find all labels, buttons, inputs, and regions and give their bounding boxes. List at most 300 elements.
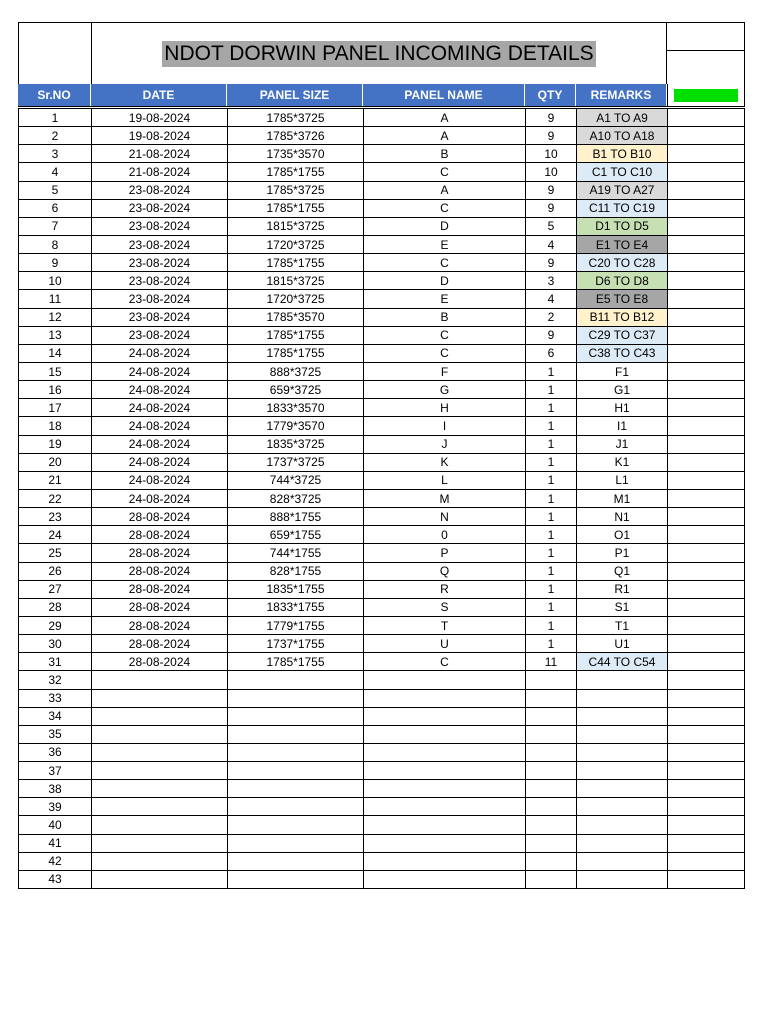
cell-panel-size[interactable]: [227, 816, 363, 834]
cell-panel-size[interactable]: 659*1755: [227, 526, 363, 544]
cell-sr-no[interactable]: 7: [18, 218, 91, 236]
cell-remarks[interactable]: A1 TO A9: [576, 109, 667, 127]
cell-remarks[interactable]: [576, 798, 667, 816]
cell-qty[interactable]: [525, 708, 576, 726]
cell-sr-no[interactable]: 29: [18, 617, 91, 635]
cell-panel-name[interactable]: D: [363, 218, 525, 236]
cell-sr-no[interactable]: 1: [18, 109, 91, 127]
cell-qty[interactable]: 1: [525, 563, 576, 581]
cell-sr-no[interactable]: 21: [18, 472, 91, 490]
cell-sr-no[interactable]: 33: [18, 690, 91, 708]
cell-panel-name[interactable]: [363, 690, 525, 708]
header-date[interactable]: DATE: [91, 84, 227, 106]
cell-sr-no[interactable]: 18: [18, 417, 91, 435]
cell-remarks[interactable]: R1: [576, 581, 667, 599]
cell-panel-name[interactable]: E: [363, 290, 525, 308]
cell-panel-name[interactable]: A: [363, 127, 525, 145]
cell-extra[interactable]: [667, 526, 745, 544]
cell-panel-size[interactable]: 1737*3725: [227, 454, 363, 472]
cell-panel-size[interactable]: 1785*1755: [227, 163, 363, 181]
cell-date[interactable]: [91, 690, 227, 708]
cell-extra[interactable]: [667, 798, 745, 816]
cell-qty[interactable]: [525, 744, 576, 762]
cell-sr-no[interactable]: 32: [18, 671, 91, 689]
cell-qty[interactable]: 10: [525, 163, 576, 181]
cell-qty[interactable]: [525, 798, 576, 816]
cell-date[interactable]: 24-08-2024: [91, 399, 227, 417]
cell-remarks[interactable]: J1: [576, 436, 667, 454]
header-panel-size[interactable]: PANEL SIZE: [227, 84, 363, 106]
cell-qty[interactable]: 1: [525, 635, 576, 653]
cell-panel-name[interactable]: [363, 744, 525, 762]
cell-qty[interactable]: 1: [525, 417, 576, 435]
cell-date[interactable]: 28-08-2024: [91, 581, 227, 599]
cell-panel-size[interactable]: 1785*3726: [227, 127, 363, 145]
cell-panel-name[interactable]: C: [363, 163, 525, 181]
cell-panel-name[interactable]: [363, 708, 525, 726]
cell-extra[interactable]: [667, 417, 745, 435]
cell-panel-size[interactable]: 1785*1755: [227, 200, 363, 218]
cell-panel-name[interactable]: S: [363, 599, 525, 617]
cell-panel-size[interactable]: 1785*3570: [227, 309, 363, 327]
cell-panel-name[interactable]: [363, 853, 525, 871]
cell-panel-name[interactable]: [363, 871, 525, 889]
cell-sr-no[interactable]: 22: [18, 490, 91, 508]
cell-remarks[interactable]: C20 TO C28: [576, 254, 667, 272]
cell-remarks[interactable]: K1: [576, 454, 667, 472]
cell-extra[interactable]: [667, 690, 745, 708]
cell-remarks[interactable]: Q1: [576, 563, 667, 581]
cell-extra[interactable]: [667, 127, 745, 145]
cell-sr-no[interactable]: 9: [18, 254, 91, 272]
cell-sr-no[interactable]: 14: [18, 345, 91, 363]
cell-panel-size[interactable]: 1720*3725: [227, 290, 363, 308]
cell-qty[interactable]: 1: [525, 581, 576, 599]
cell-panel-size[interactable]: [227, 780, 363, 798]
cell-extra[interactable]: [667, 218, 745, 236]
cell-remarks[interactable]: F1: [576, 363, 667, 381]
cell-extra[interactable]: [667, 744, 745, 762]
cell-sr-no[interactable]: 15: [18, 363, 91, 381]
cell-remarks[interactable]: C38 TO C43: [576, 345, 667, 363]
cell-date[interactable]: 19-08-2024: [91, 127, 227, 145]
cell-panel-name[interactable]: [363, 798, 525, 816]
cell-panel-name[interactable]: K: [363, 454, 525, 472]
cell-panel-size[interactable]: 1785*1755: [227, 345, 363, 363]
cell-extra[interactable]: [667, 563, 745, 581]
cell-panel-size[interactable]: [227, 871, 363, 889]
cell-panel-size[interactable]: 1815*3725: [227, 272, 363, 290]
cell-date[interactable]: 28-08-2024: [91, 526, 227, 544]
cell-panel-size[interactable]: 1785*1755: [227, 653, 363, 671]
cell-sr-no[interactable]: 20: [18, 454, 91, 472]
cell-remarks[interactable]: H1: [576, 399, 667, 417]
cell-panel-name[interactable]: H: [363, 399, 525, 417]
cell-panel-size[interactable]: 1779*3570: [227, 417, 363, 435]
cell-date[interactable]: [91, 708, 227, 726]
cell-panel-size[interactable]: 828*3725: [227, 490, 363, 508]
cell-panel-name[interactable]: C: [363, 345, 525, 363]
cell-panel-name[interactable]: B: [363, 309, 525, 327]
cell-sr-no[interactable]: 8: [18, 236, 91, 254]
cell-panel-name[interactable]: U: [363, 635, 525, 653]
cell-qty[interactable]: 1: [525, 526, 576, 544]
cell-date[interactable]: 28-08-2024: [91, 653, 227, 671]
cell-panel-name[interactable]: C: [363, 327, 525, 345]
cell-extra[interactable]: [667, 436, 745, 454]
cell-extra[interactable]: [667, 671, 745, 689]
cell-qty[interactable]: 10: [525, 145, 576, 163]
cell-remarks[interactable]: L1: [576, 472, 667, 490]
header-remarks[interactable]: REMARKS: [576, 84, 667, 106]
cell-panel-size[interactable]: 1815*3725: [227, 218, 363, 236]
cell-sr-no[interactable]: 36: [18, 744, 91, 762]
cell-date[interactable]: 24-08-2024: [91, 454, 227, 472]
cell-qty[interactable]: 5: [525, 218, 576, 236]
cell-extra[interactable]: [667, 145, 745, 163]
cell-date[interactable]: [91, 798, 227, 816]
cell-panel-size[interactable]: [227, 690, 363, 708]
cell-date[interactable]: [91, 853, 227, 871]
header-legend-cell[interactable]: [667, 84, 745, 106]
cell-remarks[interactable]: E1 TO E4: [576, 236, 667, 254]
cell-qty[interactable]: 9: [525, 327, 576, 345]
cell-qty[interactable]: [525, 726, 576, 744]
cell-date[interactable]: [91, 816, 227, 834]
cell-sr-no[interactable]: 42: [18, 853, 91, 871]
cell-qty[interactable]: 9: [525, 109, 576, 127]
cell-remarks[interactable]: [576, 816, 667, 834]
cell-extra[interactable]: [667, 254, 745, 272]
cell-remarks[interactable]: B11 TO B12: [576, 309, 667, 327]
cell-extra[interactable]: [667, 816, 745, 834]
cell-remarks[interactable]: [576, 708, 667, 726]
cell-panel-size[interactable]: 888*1755: [227, 508, 363, 526]
cell-panel-size[interactable]: 659*3725: [227, 381, 363, 399]
cell-extra[interactable]: [667, 290, 745, 308]
cell-sr-no[interactable]: 16: [18, 381, 91, 399]
cell-panel-size[interactable]: [227, 726, 363, 744]
cell-date[interactable]: 21-08-2024: [91, 145, 227, 163]
cell-qty[interactable]: [525, 671, 576, 689]
cell-remarks[interactable]: C1 TO C10: [576, 163, 667, 181]
cell-sr-no[interactable]: 6: [18, 200, 91, 218]
cell-qty[interactable]: [525, 690, 576, 708]
cell-date[interactable]: [91, 762, 227, 780]
cell-panel-size[interactable]: 1835*1755: [227, 581, 363, 599]
cell-extra[interactable]: [667, 726, 745, 744]
cell-panel-size[interactable]: 1833*1755: [227, 599, 363, 617]
cell-panel-size[interactable]: 1779*1755: [227, 617, 363, 635]
cell-remarks[interactable]: [576, 762, 667, 780]
cell-panel-size[interactable]: 1833*3570: [227, 399, 363, 417]
cell-sr-no[interactable]: 17: [18, 399, 91, 417]
cell-qty[interactable]: 1: [525, 508, 576, 526]
cell-panel-name[interactable]: I: [363, 417, 525, 435]
cell-date[interactable]: 28-08-2024: [91, 635, 227, 653]
cell-remarks[interactable]: [576, 726, 667, 744]
cell-qty[interactable]: 1: [525, 617, 576, 635]
cell-sr-no[interactable]: 38: [18, 780, 91, 798]
cell-sr-no[interactable]: 27: [18, 581, 91, 599]
header-qty[interactable]: QTY: [525, 84, 576, 106]
cell-panel-size[interactable]: 744*3725: [227, 472, 363, 490]
cell-date[interactable]: 24-08-2024: [91, 417, 227, 435]
cell-extra[interactable]: [667, 327, 745, 345]
cell-date[interactable]: 24-08-2024: [91, 490, 227, 508]
cell-sr-no[interactable]: 5: [18, 182, 91, 200]
cell-extra[interactable]: [667, 454, 745, 472]
cell-panel-name[interactable]: [363, 726, 525, 744]
cell-qty[interactable]: 3: [525, 272, 576, 290]
cell-extra[interactable]: [667, 363, 745, 381]
cell-panel-size[interactable]: [227, 671, 363, 689]
cell-qty[interactable]: [525, 762, 576, 780]
cell-date[interactable]: [91, 671, 227, 689]
cell-panel-size[interactable]: [227, 798, 363, 816]
cell-extra[interactable]: [667, 109, 745, 127]
cell-extra[interactable]: [667, 508, 745, 526]
cell-sr-no[interactable]: 39: [18, 798, 91, 816]
cell-remarks[interactable]: P1: [576, 544, 667, 562]
cell-remarks[interactable]: [576, 690, 667, 708]
cell-date[interactable]: 19-08-2024: [91, 109, 227, 127]
cell-date[interactable]: 24-08-2024: [91, 381, 227, 399]
cell-date[interactable]: 24-08-2024: [91, 363, 227, 381]
cell-date[interactable]: 23-08-2024: [91, 254, 227, 272]
cell-sr-no[interactable]: 3: [18, 145, 91, 163]
cell-extra[interactable]: [667, 617, 745, 635]
cell-remarks[interactable]: C11 TO C19: [576, 200, 667, 218]
cell-date[interactable]: 23-08-2024: [91, 218, 227, 236]
header-sr-no[interactable]: Sr.NO: [18, 84, 91, 106]
cell-extra[interactable]: [667, 871, 745, 889]
cell-panel-name[interactable]: F: [363, 363, 525, 381]
cell-extra[interactable]: [667, 635, 745, 653]
cell-panel-size[interactable]: 888*3725: [227, 363, 363, 381]
cell-date[interactable]: 24-08-2024: [91, 345, 227, 363]
cell-qty[interactable]: 4: [525, 236, 576, 254]
cell-sr-no[interactable]: 43: [18, 871, 91, 889]
cell-qty[interactable]: 1: [525, 381, 576, 399]
cell-remarks[interactable]: N1: [576, 508, 667, 526]
cell-panel-name[interactable]: C: [363, 653, 525, 671]
cell-sr-no[interactable]: 10: [18, 272, 91, 290]
cell-panel-name[interactable]: A: [363, 182, 525, 200]
cell-remarks[interactable]: [576, 853, 667, 871]
cell-qty[interactable]: 4: [525, 290, 576, 308]
cell-extra[interactable]: [667, 544, 745, 562]
cell-remarks[interactable]: O1: [576, 526, 667, 544]
cell-remarks[interactable]: [576, 871, 667, 889]
cell-remarks[interactable]: [576, 835, 667, 853]
cell-panel-name[interactable]: J: [363, 436, 525, 454]
cell-panel-name[interactable]: N: [363, 508, 525, 526]
cell-panel-size[interactable]: 1737*1755: [227, 635, 363, 653]
cell-remarks[interactable]: [576, 780, 667, 798]
cell-sr-no[interactable]: 12: [18, 309, 91, 327]
cell-panel-name[interactable]: E: [363, 236, 525, 254]
header-panel-name[interactable]: PANEL NAME: [363, 84, 525, 106]
cell-extra[interactable]: [667, 490, 745, 508]
cell-sr-no[interactable]: 19: [18, 436, 91, 454]
cell-qty[interactable]: 1: [525, 599, 576, 617]
cell-remarks[interactable]: E5 TO E8: [576, 290, 667, 308]
cell-remarks[interactable]: T1: [576, 617, 667, 635]
cell-date[interactable]: 28-08-2024: [91, 599, 227, 617]
cell-remarks[interactable]: A10 TO A18: [576, 127, 667, 145]
cell-panel-size[interactable]: 1785*3725: [227, 182, 363, 200]
cell-date[interactable]: 28-08-2024: [91, 508, 227, 526]
cell-date[interactable]: 28-08-2024: [91, 563, 227, 581]
cell-sr-no[interactable]: 40: [18, 816, 91, 834]
cell-qty[interactable]: 9: [525, 200, 576, 218]
cell-qty[interactable]: 6: [525, 345, 576, 363]
cell-extra[interactable]: [667, 853, 745, 871]
cell-date[interactable]: [91, 744, 227, 762]
cell-remarks[interactable]: U1: [576, 635, 667, 653]
cell-date[interactable]: 21-08-2024: [91, 163, 227, 181]
cell-sr-no[interactable]: 13: [18, 327, 91, 345]
cell-panel-size[interactable]: 1785*3725: [227, 109, 363, 127]
cell-date[interactable]: 23-08-2024: [91, 182, 227, 200]
cell-extra[interactable]: [667, 653, 745, 671]
cell-extra[interactable]: [667, 272, 745, 290]
cell-panel-size[interactable]: 1785*1755: [227, 327, 363, 345]
cell-qty[interactable]: [525, 780, 576, 798]
cell-panel-size[interactable]: [227, 835, 363, 853]
cell-remarks[interactable]: A19 TO A27: [576, 182, 667, 200]
cell-date[interactable]: [91, 835, 227, 853]
cell-panel-name[interactable]: M: [363, 490, 525, 508]
cell-panel-name[interactable]: [363, 816, 525, 834]
cell-panel-name[interactable]: P: [363, 544, 525, 562]
title-right-cell[interactable]: [667, 22, 745, 84]
cell-date[interactable]: 23-08-2024: [91, 272, 227, 290]
cell-remarks[interactable]: [576, 671, 667, 689]
cell-qty[interactable]: 9: [525, 127, 576, 145]
cell-extra[interactable]: [667, 309, 745, 327]
cell-panel-name[interactable]: A: [363, 109, 525, 127]
cell-panel-name[interactable]: 0: [363, 526, 525, 544]
cell-qty[interactable]: 11: [525, 653, 576, 671]
cell-qty[interactable]: 9: [525, 182, 576, 200]
cell-sr-no[interactable]: 24: [18, 526, 91, 544]
cell-extra[interactable]: [667, 599, 745, 617]
cell-panel-size[interactable]: 828*1755: [227, 563, 363, 581]
cell-panel-size[interactable]: 1835*3725: [227, 436, 363, 454]
cell-date[interactable]: 23-08-2024: [91, 327, 227, 345]
title-left-cell[interactable]: [18, 22, 91, 84]
cell-remarks[interactable]: M1: [576, 490, 667, 508]
cell-sr-no[interactable]: 4: [18, 163, 91, 181]
cell-sr-no[interactable]: 28: [18, 599, 91, 617]
cell-panel-name[interactable]: Q: [363, 563, 525, 581]
cell-panel-size[interactable]: 1720*3725: [227, 236, 363, 254]
cell-remarks[interactable]: D6 TO D8: [576, 272, 667, 290]
cell-panel-name[interactable]: [363, 780, 525, 798]
cell-date[interactable]: [91, 726, 227, 744]
cell-extra[interactable]: [667, 835, 745, 853]
cell-panel-name[interactable]: C: [363, 200, 525, 218]
cell-remarks[interactable]: B1 TO B10: [576, 145, 667, 163]
cell-sr-no[interactable]: 25: [18, 544, 91, 562]
cell-qty[interactable]: 1: [525, 454, 576, 472]
cell-date[interactable]: 24-08-2024: [91, 472, 227, 490]
cell-extra[interactable]: [667, 762, 745, 780]
cell-date[interactable]: 28-08-2024: [91, 544, 227, 562]
cell-panel-name[interactable]: T: [363, 617, 525, 635]
cell-panel-name[interactable]: B: [363, 145, 525, 163]
cell-extra[interactable]: [667, 780, 745, 798]
cell-sr-no[interactable]: 35: [18, 726, 91, 744]
cell-qty[interactable]: [525, 871, 576, 889]
cell-panel-size[interactable]: [227, 762, 363, 780]
cell-panel-size[interactable]: 744*1755: [227, 544, 363, 562]
cell-qty[interactable]: [525, 853, 576, 871]
cell-extra[interactable]: [667, 381, 745, 399]
cell-panel-size[interactable]: [227, 744, 363, 762]
cell-panel-name[interactable]: [363, 835, 525, 853]
cell-date[interactable]: 23-08-2024: [91, 236, 227, 254]
cell-sr-no[interactable]: 37: [18, 762, 91, 780]
cell-remarks[interactable]: S1: [576, 599, 667, 617]
cell-qty[interactable]: 1: [525, 363, 576, 381]
cell-panel-size[interactable]: 1785*1755: [227, 254, 363, 272]
cell-sr-no[interactable]: 30: [18, 635, 91, 653]
cell-extra[interactable]: [667, 708, 745, 726]
cell-extra[interactable]: [667, 182, 745, 200]
cell-extra[interactable]: [667, 345, 745, 363]
cell-extra[interactable]: [667, 399, 745, 417]
cell-panel-name[interactable]: L: [363, 472, 525, 490]
cell-sr-no[interactable]: 23: [18, 508, 91, 526]
cell-extra[interactable]: [667, 236, 745, 254]
cell-date[interactable]: 23-08-2024: [91, 309, 227, 327]
cell-extra[interactable]: [667, 581, 745, 599]
cell-panel-name[interactable]: R: [363, 581, 525, 599]
cell-panel-size[interactable]: [227, 708, 363, 726]
cell-qty[interactable]: 1: [525, 436, 576, 454]
cell-remarks[interactable]: G1: [576, 381, 667, 399]
cell-qty[interactable]: 9: [525, 254, 576, 272]
title-cell[interactable]: [91, 22, 667, 84]
cell-panel-size[interactable]: [227, 853, 363, 871]
cell-remarks[interactable]: [576, 744, 667, 762]
cell-qty[interactable]: [525, 835, 576, 853]
cell-extra[interactable]: [667, 200, 745, 218]
cell-extra[interactable]: [667, 163, 745, 181]
cell-sr-no[interactable]: 2: [18, 127, 91, 145]
cell-panel-name[interactable]: G: [363, 381, 525, 399]
cell-panel-name[interactable]: C: [363, 254, 525, 272]
cell-sr-no[interactable]: 11: [18, 290, 91, 308]
cell-panel-size[interactable]: 1735*3570: [227, 145, 363, 163]
cell-panel-name[interactable]: [363, 762, 525, 780]
cell-sr-no[interactable]: 26: [18, 563, 91, 581]
cell-date[interactable]: 23-08-2024: [91, 200, 227, 218]
cell-qty[interactable]: 1: [525, 399, 576, 417]
cell-sr-no[interactable]: 31: [18, 653, 91, 671]
cell-remarks[interactable]: C44 TO C54: [576, 653, 667, 671]
cell-panel-name[interactable]: [363, 671, 525, 689]
cell-qty[interactable]: 2: [525, 309, 576, 327]
cell-date[interactable]: 23-08-2024: [91, 290, 227, 308]
cell-qty[interactable]: 1: [525, 544, 576, 562]
cell-qty[interactable]: [525, 816, 576, 834]
cell-date[interactable]: [91, 871, 227, 889]
cell-remarks[interactable]: D1 TO D5: [576, 218, 667, 236]
